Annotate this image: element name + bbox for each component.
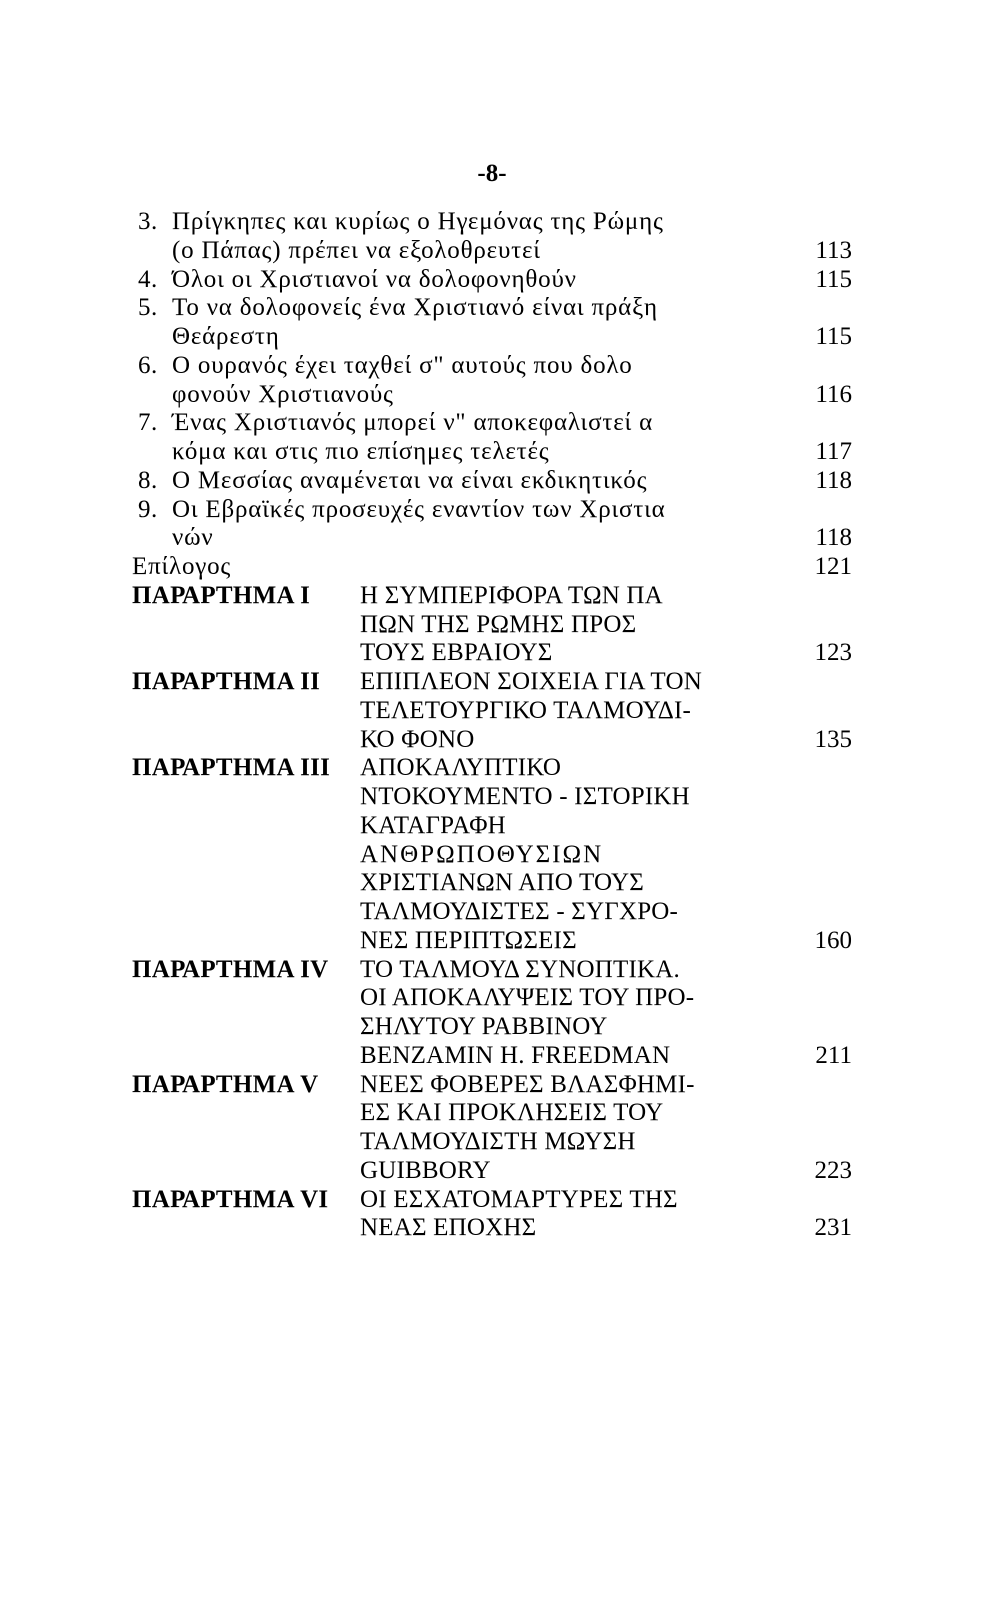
page-ref: 123	[814, 639, 852, 667]
appendix-line	[132, 812, 852, 841]
page-ref: 115	[815, 265, 852, 293]
page-ref: 116	[815, 380, 852, 408]
page-ref: 113	[815, 236, 852, 264]
appendix-title: ΝΤΟΚΟΥΜΕΝΤΟ - ΙΣΤΟΡΙΚΗ	[360, 783, 690, 810]
toc-entry-line	[132, 352, 852, 381]
appendix-title: ΝΕΑΣ ΕΠΟΧΗΣ	[360, 1214, 537, 1242]
entry-number: 5.	[138, 294, 158, 322]
appendix-title: ΧΡΙΣΤΙΑΝΩΝ ΑΠΟ ΤΟΥΣ	[360, 869, 645, 897]
appendix-line	[132, 869, 852, 898]
page-number: -8-	[477, 160, 507, 187]
entry-title: Όλοι οι Χριστιανοί να δολοφονηθούν	[172, 265, 577, 293]
entry-title: Θεάρεστη	[172, 323, 280, 350]
entry-title: Πρίγκηπες και κυρίως ο Ηγεμόνας της Ρώμης	[172, 208, 664, 235]
toc-entry-line	[132, 237, 852, 266]
appendix-line	[132, 1013, 852, 1042]
entry-number: 3.	[138, 208, 158, 235]
entry-title: Ο Μεσσίας αναμένεται να είναι εκδικητικός	[172, 466, 648, 494]
entry-title: (ο Πάπας) πρέπει να εξολοθρευτεί	[172, 236, 541, 264]
entry-title: φονούν Χριστιανούς	[172, 380, 394, 408]
page-ref: 115	[815, 323, 852, 350]
toc-entry-line	[132, 381, 852, 410]
appendix-line	[132, 726, 852, 755]
appendix-line	[132, 1186, 852, 1215]
toc-entry-line	[132, 524, 852, 553]
appendix-line	[132, 1071, 852, 1100]
appendix-line	[132, 582, 852, 611]
entry-number: 8.	[138, 466, 158, 494]
entry-number: 4.	[138, 265, 158, 293]
appendix-line	[132, 927, 852, 956]
appendix-title: ΚΟ ΦΟΝΟ	[360, 725, 475, 753]
appendix-title: ΠΩΝ ΤΗΣ ΡΩΜΗΣ ΠΡΟΣ	[360, 610, 637, 638]
appendix-label: ΠΑΡΑΡΤΗΜΑ ΙΙΙ	[132, 754, 331, 782]
toc-entry-line	[132, 294, 852, 323]
appendix-line	[132, 956, 852, 985]
appendix-line	[132, 668, 852, 697]
appendix-title: BENZAMIN H. FREEDMAN	[360, 1041, 671, 1069]
toc-entry-line	[132, 208, 852, 237]
toc-entry-line	[132, 266, 852, 295]
appendix-line	[132, 639, 852, 668]
appendix-label: ΠΑΡΑΡΤΗΜΑ Ι	[132, 581, 311, 609]
appendix-label: ΠΑΡΑΡΤΗΜΑ V	[132, 1070, 319, 1098]
appendix-title: ΤΑΛΜΟΥΔΙΣΤΗ ΜΩΥΣΗ	[360, 1128, 636, 1155]
toc-entry-line	[132, 409, 852, 438]
page-ref: 211	[815, 1041, 852, 1069]
appendix-title: ΤΟ ΤΑΛΜΟΥΔ ΣΥΝΟΠΤΙΚΑ.	[360, 955, 680, 983]
appendix-title: ΣΗΛΥΤΟΥ ΡΑΒΒΙΝΟΥ	[360, 1013, 608, 1040]
entry-title: Επίλογος	[132, 553, 232, 580]
appendix-line	[132, 841, 852, 870]
page-ref: 223	[814, 1156, 852, 1184]
entry-title: Το να δολοφονείς ένα Χριστιανό είναι πράξη	[172, 294, 658, 322]
appendix-label: ΠΑΡΑΡΤΗΜΑ VΙ	[132, 1185, 329, 1213]
appendix-label: ΠΑΡΑΡΤΗΜΑ ΙΙ	[132, 668, 321, 695]
table-of-contents	[132, 208, 852, 1243]
appendix-title: ΑΝΘΡΩΠΟΘΥΣΙΩΝ	[360, 840, 604, 868]
appendix-title: GUIBBORY	[360, 1156, 491, 1184]
page-ref: 231	[814, 1214, 852, 1242]
toc-entry-line	[132, 467, 852, 496]
entry-title: κόμα και στις πιο επίσημες τελετές	[172, 438, 550, 465]
appendix-line	[132, 783, 852, 812]
appendix-title: ΝΕΕΣ ΦΟΒΕΡΕΣ ΒΛΑΣΦΗΜΙ-	[360, 1070, 695, 1098]
entry-number: 6.	[138, 351, 158, 379]
appendix-title: ΤΑΛΜΟΥΔΙΣΤΕΣ - ΣΥΓΧΡΟ-	[360, 898, 679, 925]
page-ref: 135	[814, 725, 852, 753]
appendix-title: ΕΠΙΠΛΕΟΝ ΣΟΙΧΕΙΑ ΓΙΑ ΤΟΝ	[360, 668, 702, 695]
appendix-line	[132, 984, 852, 1013]
toc-entry-epilogue	[132, 553, 852, 582]
page-ref: 118	[815, 524, 852, 552]
appendix-line	[132, 754, 852, 783]
entry-title: νών	[172, 524, 214, 552]
toc-entry-line	[132, 323, 852, 352]
entry-title: Οι Εβραϊκές προσευχές εναντίον των Χριστια	[172, 495, 666, 523]
appendix-title: Η ΣΥΜΠΕΡΙΦΟΡΑ ΤΩΝ ΠΑ	[360, 581, 663, 609]
appendix-label: ΠΑΡΑΡΤΗΜΑ ΙV	[132, 955, 329, 983]
page-ref: 160	[814, 926, 852, 954]
appendix-line	[132, 697, 852, 726]
page-ref: 117	[815, 438, 852, 465]
appendix-line	[132, 1099, 852, 1128]
appendix-line	[132, 1128, 852, 1157]
entry-number: 7.	[138, 409, 158, 437]
appendix-title: ΝΕΣ ΠΕΡΙΠΤΩΣΕΙΣ	[360, 926, 577, 954]
toc-entry-line	[132, 438, 852, 467]
page-ref: 121	[814, 553, 852, 580]
entry-number: 9.	[138, 495, 158, 523]
page-ref: 118	[815, 466, 852, 494]
appendix-title: ΟΙ ΑΠΟΚΑΛΥΨΕΙΣ ΤΟΥ ΠΡΟ-	[360, 984, 695, 1012]
appendix-title: ΚΑΤΑΓΡΑΦΗ	[360, 811, 506, 839]
appendix-line	[132, 1042, 852, 1071]
appendix-title: ΤΟΥΣ ΕΒΡΑΙΟΥΣ	[360, 639, 553, 667]
appendix-title: ΕΣ ΚΑΙ ΠΡΟΚΛΗΣΕΙΣ ΤΟΥ	[360, 1099, 664, 1127]
appendix-title: ΤΕΛΕΤΟΥΡΓΙΚΟ ΤΑΛΜΟΥΔΙ-	[360, 696, 692, 724]
appendix-title: ΑΠΟΚΑΛΥΠΤΙΚΟ	[360, 754, 562, 782]
entry-title: Ο ουρανός έχει ταχθεί σ" αυτούς που δολο	[172, 351, 633, 379]
appendix-line	[132, 898, 852, 927]
toc-entry-line	[132, 496, 852, 525]
appendix-line	[132, 1157, 852, 1186]
appendix-title: ΟΙ ΕΣΧΑΤΟΜΑΡΤΥΡΕΣ ΤΗΣ	[360, 1185, 678, 1213]
appendix-line	[132, 1214, 852, 1243]
appendix-line	[132, 611, 852, 640]
entry-title: Ένας Χριστιανός μπορεί ν" αποκεφαλιστεί α	[172, 409, 653, 437]
